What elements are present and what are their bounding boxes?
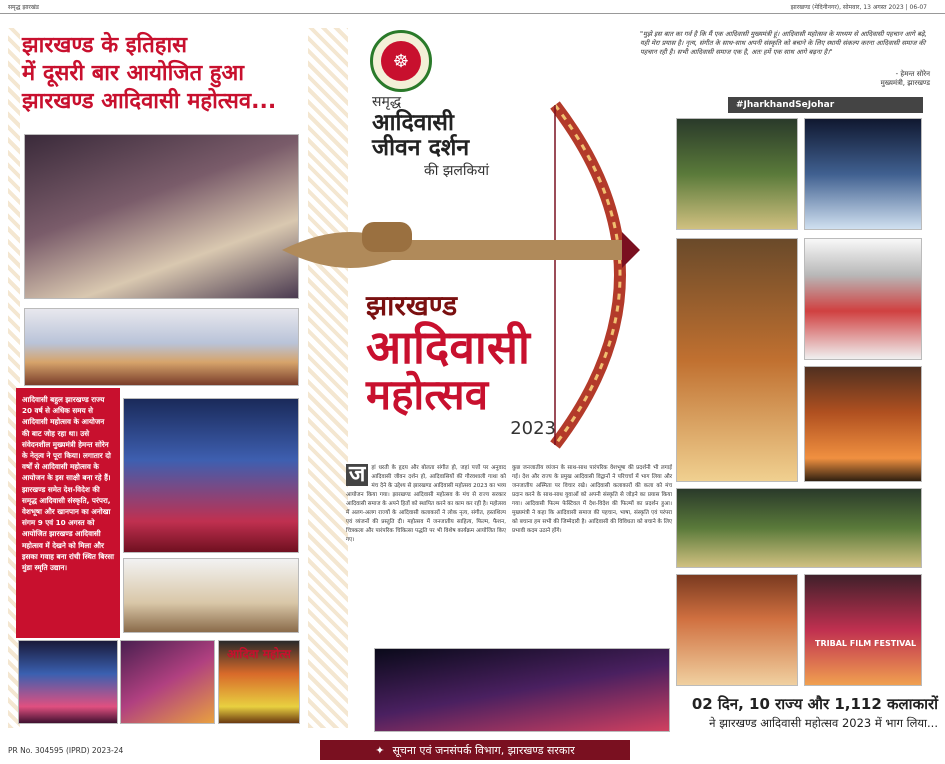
quote-author-name: - हेमन्त सोरेन <box>895 70 930 78</box>
photo-drummers <box>804 238 922 360</box>
article-column-1 <box>346 464 506 640</box>
stage-banner-text: आदिवा महोत्स <box>227 647 291 661</box>
tagline-big-1: आदिवासी <box>372 110 454 136</box>
article-column-1-text: हां धरती के हृदय और बोलता संगीत हो, जहां पत्तों पर अनुवाद आदिवासी जीवन दर्शन हो, आदिवासियों की गौरवशाली गाथा को मंच देने के उद्देश्य से झारखण्ड आदिवासी महोत्सव 2023 का भव्य आयोजन किया गया। झारखण्ड आदिवासी महोत्सव के मंच से राज्य सरकार आदिवासी समाज के अपने हितों को स्थापित करने का काम कर रही है। महोत्सव में अलग-अलग राज्यों के आदिवासी कलाकारों ने लोक नृत्य, संगीत, हस्तशिल्प एवं व्यंजनों की प्रस्तुति दी। महोत्सव में जनजातीय साहित्य, फिल्म, फैशन, चित्रकला और पारंपरिक चिकित्सा पद्धति पर भी विशेष कार्यक्रम आयोजित किए गए। <box>346 465 506 543</box>
photo-dignitaries-seated <box>374 648 670 732</box>
festival-year: 2023 <box>510 418 556 439</box>
photo-performer-left <box>18 640 118 724</box>
state-emblem-icon: ☸ <box>381 41 421 81</box>
department-name: सूचना एवं जनसंपर्क विभाग, झारखण्ड सरकार <box>392 743 575 757</box>
quote-author-role: मुख्यमंत्री, झारखण्ड <box>880 79 930 87</box>
header-right: झारखण्ड (मेदिनीनगर), सोमवार, 13 अगस्त 2023 | 06-07 <box>790 3 927 11</box>
hand-with-arrow-illustration <box>282 210 642 290</box>
film-festival-banner: TRIBAL FILM FESTIVAL <box>815 639 917 648</box>
festival-title-line-2: आदिवासी <box>366 320 530 374</box>
tagline-small-2: की झलकियां <box>424 163 490 179</box>
photo-folk-dance-1 <box>676 118 798 230</box>
photo-film-festival <box>804 574 922 686</box>
pr-number: PR No. 304595 (IPRD) 2023-24 <box>8 745 124 755</box>
headline-line-1: झारखण्ड के इतिहास <box>22 33 188 58</box>
photo-dancer-stage <box>218 640 300 724</box>
photo-flute-player <box>804 366 922 482</box>
hashtag-banner: #JharkhandSeJohar <box>728 97 923 113</box>
photo-audience-hall <box>123 398 299 553</box>
tagline-small-1: समृद्ध <box>372 94 402 110</box>
left-page <box>8 18 353 730</box>
photo-book-launch <box>123 558 299 633</box>
jharkhand-state-emblem <box>370 30 432 92</box>
stats-line-2: ने झारखण्ड आदिवासी महोत्सव 2023 में भाग लिया... <box>709 716 938 730</box>
header-left: समृद्ध झारखंड <box>8 3 40 11</box>
quote-author <box>820 70 930 88</box>
photo-singer <box>120 640 215 724</box>
participation-stats <box>668 694 938 731</box>
photo-craft-stalls <box>676 488 922 568</box>
headline-line-3: झारखण्ड आदिवासी महोत्सव... <box>22 89 277 114</box>
tagline-big-2: जीवन दर्शन <box>372 135 470 161</box>
department-banner <box>320 740 630 760</box>
festival-title-line-1: झारखण्ड <box>366 289 458 322</box>
photo-inauguration <box>24 134 299 299</box>
tribal-border-pattern <box>308 28 348 728</box>
government-seal-icon: ✦ <box>375 743 385 757</box>
tagline-block <box>372 92 522 180</box>
stats-line-1: 02 दिन, 10 राज्य और 1,112 कलाकारों <box>691 695 938 713</box>
main-headline <box>22 32 322 116</box>
page-footer <box>0 736 945 764</box>
headline-line-2: में दूसरी बार आयोजित हुआ <box>22 61 244 86</box>
festival-title <box>366 290 586 439</box>
photo-stage-dignitaries <box>24 308 299 386</box>
festival-title-line-3: महोत्सव <box>366 370 489 419</box>
cm-quote: "मुझे इस बात का गर्व है कि मैं एक आदिवासी मुख्यमंत्री हूं। आदिवासी महोत्सव के माध्यम से आदिवासी पहचान आगे बढ़े, यही मेरा प्रयास है। नृत्य, संगीत के साथ-साथ अपनी संस्कृति को बचाने के लिए स्थायी संकल्प करना आदिवासी समाज की पहचान रही है। सभी आदिवासी समाज एक है, अतः हमें एक साथ आगे बढ़ना है।" <box>640 30 927 56</box>
photo-food-vendor <box>676 574 798 686</box>
page-header <box>0 0 945 14</box>
photo-folk-dance-2 <box>804 118 922 230</box>
dropcap: ज <box>346 464 368 486</box>
photo-cm-waving <box>676 238 798 482</box>
intro-text-box: आदिवासी बहुल झारखण्ड राज्य 20 वर्ष से अधिक समय से आदिवासी महोत्सव के आयोजन की बाट जोह रहा था। उसे संवेदनशील मुख्यमंत्री हेमन्त सोरेन के नेतृत्व ने पूरा किया। लगातार दो वर्षों से आदिवासी महोत्सव के आयोजन के इस साक्षी बना रहे हैं। झारखण्ड समेत देश-विदेश की समृद्ध आदिवासी संस्कृति, परंपरा, वेशभूषा और खानपान का अनोखा संगम 9 एवं 10 अगस्त को आयोजित झारखण्ड आदिवासी महोत्सव में देखने को मिला और इसका गवाह बना रांची स्थित बिरसा मुंडा स्मृति उद्यान। <box>16 388 120 638</box>
article-column-2: कुछ जनजातीय व्यंजन के साथ-साथ पारंपरिक वेशभूषा की प्रदर्शनी भी लगाई गई। देश और राज्य के प्रमुख आदिवासी विद्वानों ने परिचर्चा में भाग लिया और जनजातीय अस्मिता पर विचार रखे। आदिवासी कलाकारों की कला को मंच प्रदान करने के साथ-साथ युवाओं को अपनी संस्कृति से जोड़ने का प्रयास किया गया। आदिवासी फिल्म फेस्टिवल में देश-विदेश की फिल्मों का प्रदर्शन हुआ। मुख्यमंत्री ने कहा कि आदिवासी समाज की पहचान, भाषा, संस्कृति एवं परंपरा को बचाना हम सभी की जिम्मेदारी है। आदिवासी की विविधता को बचाने के लिए प्रभावी कदम उठाने होंगे। <box>512 465 672 534</box>
